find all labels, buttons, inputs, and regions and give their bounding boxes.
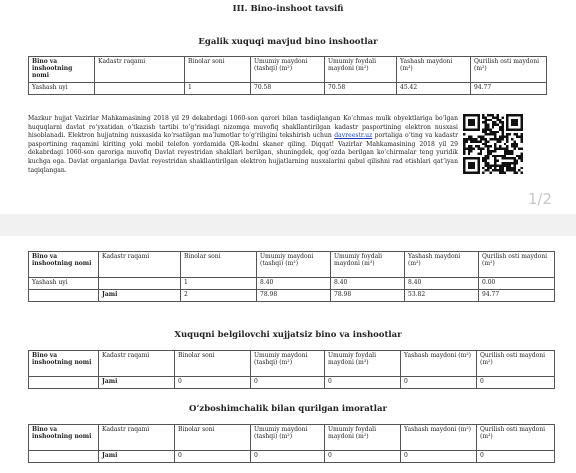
- table-cell: 70.58: [251, 83, 325, 95]
- notice-text: portaliga o‘ting va kadastr pasportining raqamini kiriting yoki mobil telefon yordamida QR-kodni skaner qiling. Diqqat! Vazirlar Mahkamasining 2018 yil 29 dekabrdagi 1060-son qaroriga muvofiq Davlat reyestridan shakllari berilgan, shuningdek, qog‘ozda berilgan ko‘chirmalar teng yuridik kuchga ega. Davlat organlariga Davlat reyestridan shakllantirilgan elektron hujjatlarning nusxalarini qabul qilishni rad etishlari qat’iyan taqiqlangan.: [28, 132, 459, 174]
- table-cell: 8.40: [405, 278, 479, 290]
- undocumented-buildings-table: [28, 350, 555, 389]
- table-cell: 0: [251, 451, 325, 463]
- unauthorized-buildings-table: [28, 424, 555, 463]
- column-header: Bino va inshootning nomi: [29, 351, 99, 377]
- owned-buildings-table: [28, 56, 547, 95]
- table-cell: 53.82: [405, 290, 479, 302]
- total-label: Jami: [99, 377, 175, 389]
- table-cell: 78.98: [257, 290, 331, 302]
- table-cell: [95, 83, 185, 95]
- table-total-row: [29, 377, 555, 389]
- column-header: Umumiy maydoni (tashqi) (m²): [257, 252, 331, 278]
- column-header: Binolar soni: [185, 57, 251, 83]
- table-total-row: [29, 451, 555, 463]
- section-title-owned-buildings: Egalik xuquqi mavjud bino inshootlar: [198, 37, 378, 47]
- document-page-2: [0, 236, 576, 473]
- table-header-row: [29, 425, 555, 451]
- column-header: Yashash maydoni (m²): [397, 57, 471, 83]
- notice-text: Mazkur hujjat Vazirlar Mahkamasining 2018 yil 29 dekabrdagi 1060-son qarori bilan tasdiqlangan Ko‘chmas mulk obyektlariga bo‘lgan huquqlarni davlat ro‘yxatidan o‘tkazish tartibi to‘g‘risidagi nizomga muvofiq shakllantirilgan kadastr pasportining elektron nusxasi hisoblanadi. Elektron hujjatning nusxasida ko‘rsatilgan ma‘lumotlar to‘g‘riligini tekshirish uchun: [28, 115, 458, 140]
- table-cell: 0: [401, 451, 477, 463]
- column-header: Qurilish osti maydoni (m²): [477, 351, 555, 377]
- table-cell: [29, 451, 99, 463]
- table-cell: 0: [401, 377, 477, 389]
- table-cell: 0: [175, 377, 251, 389]
- table-cell: 78.98: [331, 290, 405, 302]
- legal-notice-paragraph: [28, 115, 458, 175]
- column-header: Kadastr raqami: [95, 57, 185, 83]
- table-header-row: [29, 252, 555, 278]
- qr-code-icon: [463, 114, 523, 174]
- column-header: Qurilish osti maydoni (m²): [477, 425, 555, 451]
- document-page-1: [0, 0, 576, 214]
- davreestr-link[interactable]: davreestr.uz: [334, 132, 373, 140]
- column-header: Bino va inshootning nomi: [29, 252, 99, 278]
- column-header: Kadastr raqami: [99, 425, 175, 451]
- column-header: Bino va inshootning nomi: [29, 57, 95, 83]
- table-cell: 0: [477, 451, 555, 463]
- column-header: Umumiy maydoni (tashqi) (m²): [251, 425, 325, 451]
- column-header: Qurilish osti maydoni (m²): [479, 252, 555, 278]
- table-cell: Yashash uyi: [29, 278, 99, 290]
- section-title-unauthorized-buildings: O‘zboshimchalik bilan qurilgan imoratlar: [189, 404, 387, 414]
- column-header: Umumiy foydali maydoni (m²): [325, 351, 401, 377]
- column-header: Yashash maydoni (m²): [405, 252, 479, 278]
- table-cell: 0: [251, 377, 325, 389]
- table-header-row: [29, 351, 555, 377]
- table-cell: 1: [185, 83, 251, 95]
- total-label: Jami: [99, 290, 181, 302]
- table-cell: [99, 278, 181, 290]
- column-header: Binolar soni: [175, 425, 251, 451]
- table-cell: Yashash uyi: [29, 83, 95, 95]
- column-header: Umumiy foydali maydoni (m²): [325, 425, 401, 451]
- column-header: Kadastr raqami: [99, 351, 175, 377]
- table-row: [29, 278, 555, 290]
- column-header: Bino va inshootning nomi: [29, 425, 99, 451]
- section-header: III. Bino-inshoot tavsifi: [232, 4, 344, 14]
- table-cell: 94.77: [479, 290, 555, 302]
- table-cell: [29, 290, 99, 302]
- table-cell: 1: [181, 278, 257, 290]
- section-title-undocumented-buildings: Xuquqni belgilovchi xujjatsiz bino va inshootlar: [174, 330, 402, 340]
- column-header: Umumiy foydali maydoni (m²): [325, 57, 397, 83]
- owned-buildings-table-continued: [28, 251, 555, 302]
- table-row: [29, 83, 547, 95]
- table-cell: 0: [175, 451, 251, 463]
- column-header: Umumiy foydali maydoni (m²): [331, 252, 405, 278]
- column-header: Binolar soni: [175, 351, 251, 377]
- table-cell: 8.40: [331, 278, 405, 290]
- table-cell: 94.77: [471, 83, 547, 95]
- column-header: Binolar soni: [181, 252, 257, 278]
- table-cell: [29, 377, 99, 389]
- table-cell: 8.40: [257, 278, 331, 290]
- table-cell: 2: [181, 290, 257, 302]
- table-total-row: [29, 290, 555, 302]
- page-counter: 1/2: [527, 190, 552, 208]
- table-cell: 70.58: [325, 83, 397, 95]
- table-cell: 45.42: [397, 83, 471, 95]
- column-header: Qurilish osti maydoni (m²): [471, 57, 547, 83]
- column-header: Kadastr raqami: [99, 252, 181, 278]
- table-cell: 0: [325, 377, 401, 389]
- total-label: Jami: [99, 451, 175, 463]
- table-cell: 0: [477, 377, 555, 389]
- table-header-row: [29, 57, 547, 83]
- column-header: Yashash maydoni (m²): [401, 425, 477, 451]
- table-cell: 0.00: [479, 278, 555, 290]
- column-header: Yashash maydoni (m²): [401, 351, 477, 377]
- column-header: Umumiy maydoni (tashqi) (m²): [251, 57, 325, 83]
- column-header: Umumiy maydoni (tashqi) (m²): [251, 351, 325, 377]
- table-cell: 0: [325, 451, 401, 463]
